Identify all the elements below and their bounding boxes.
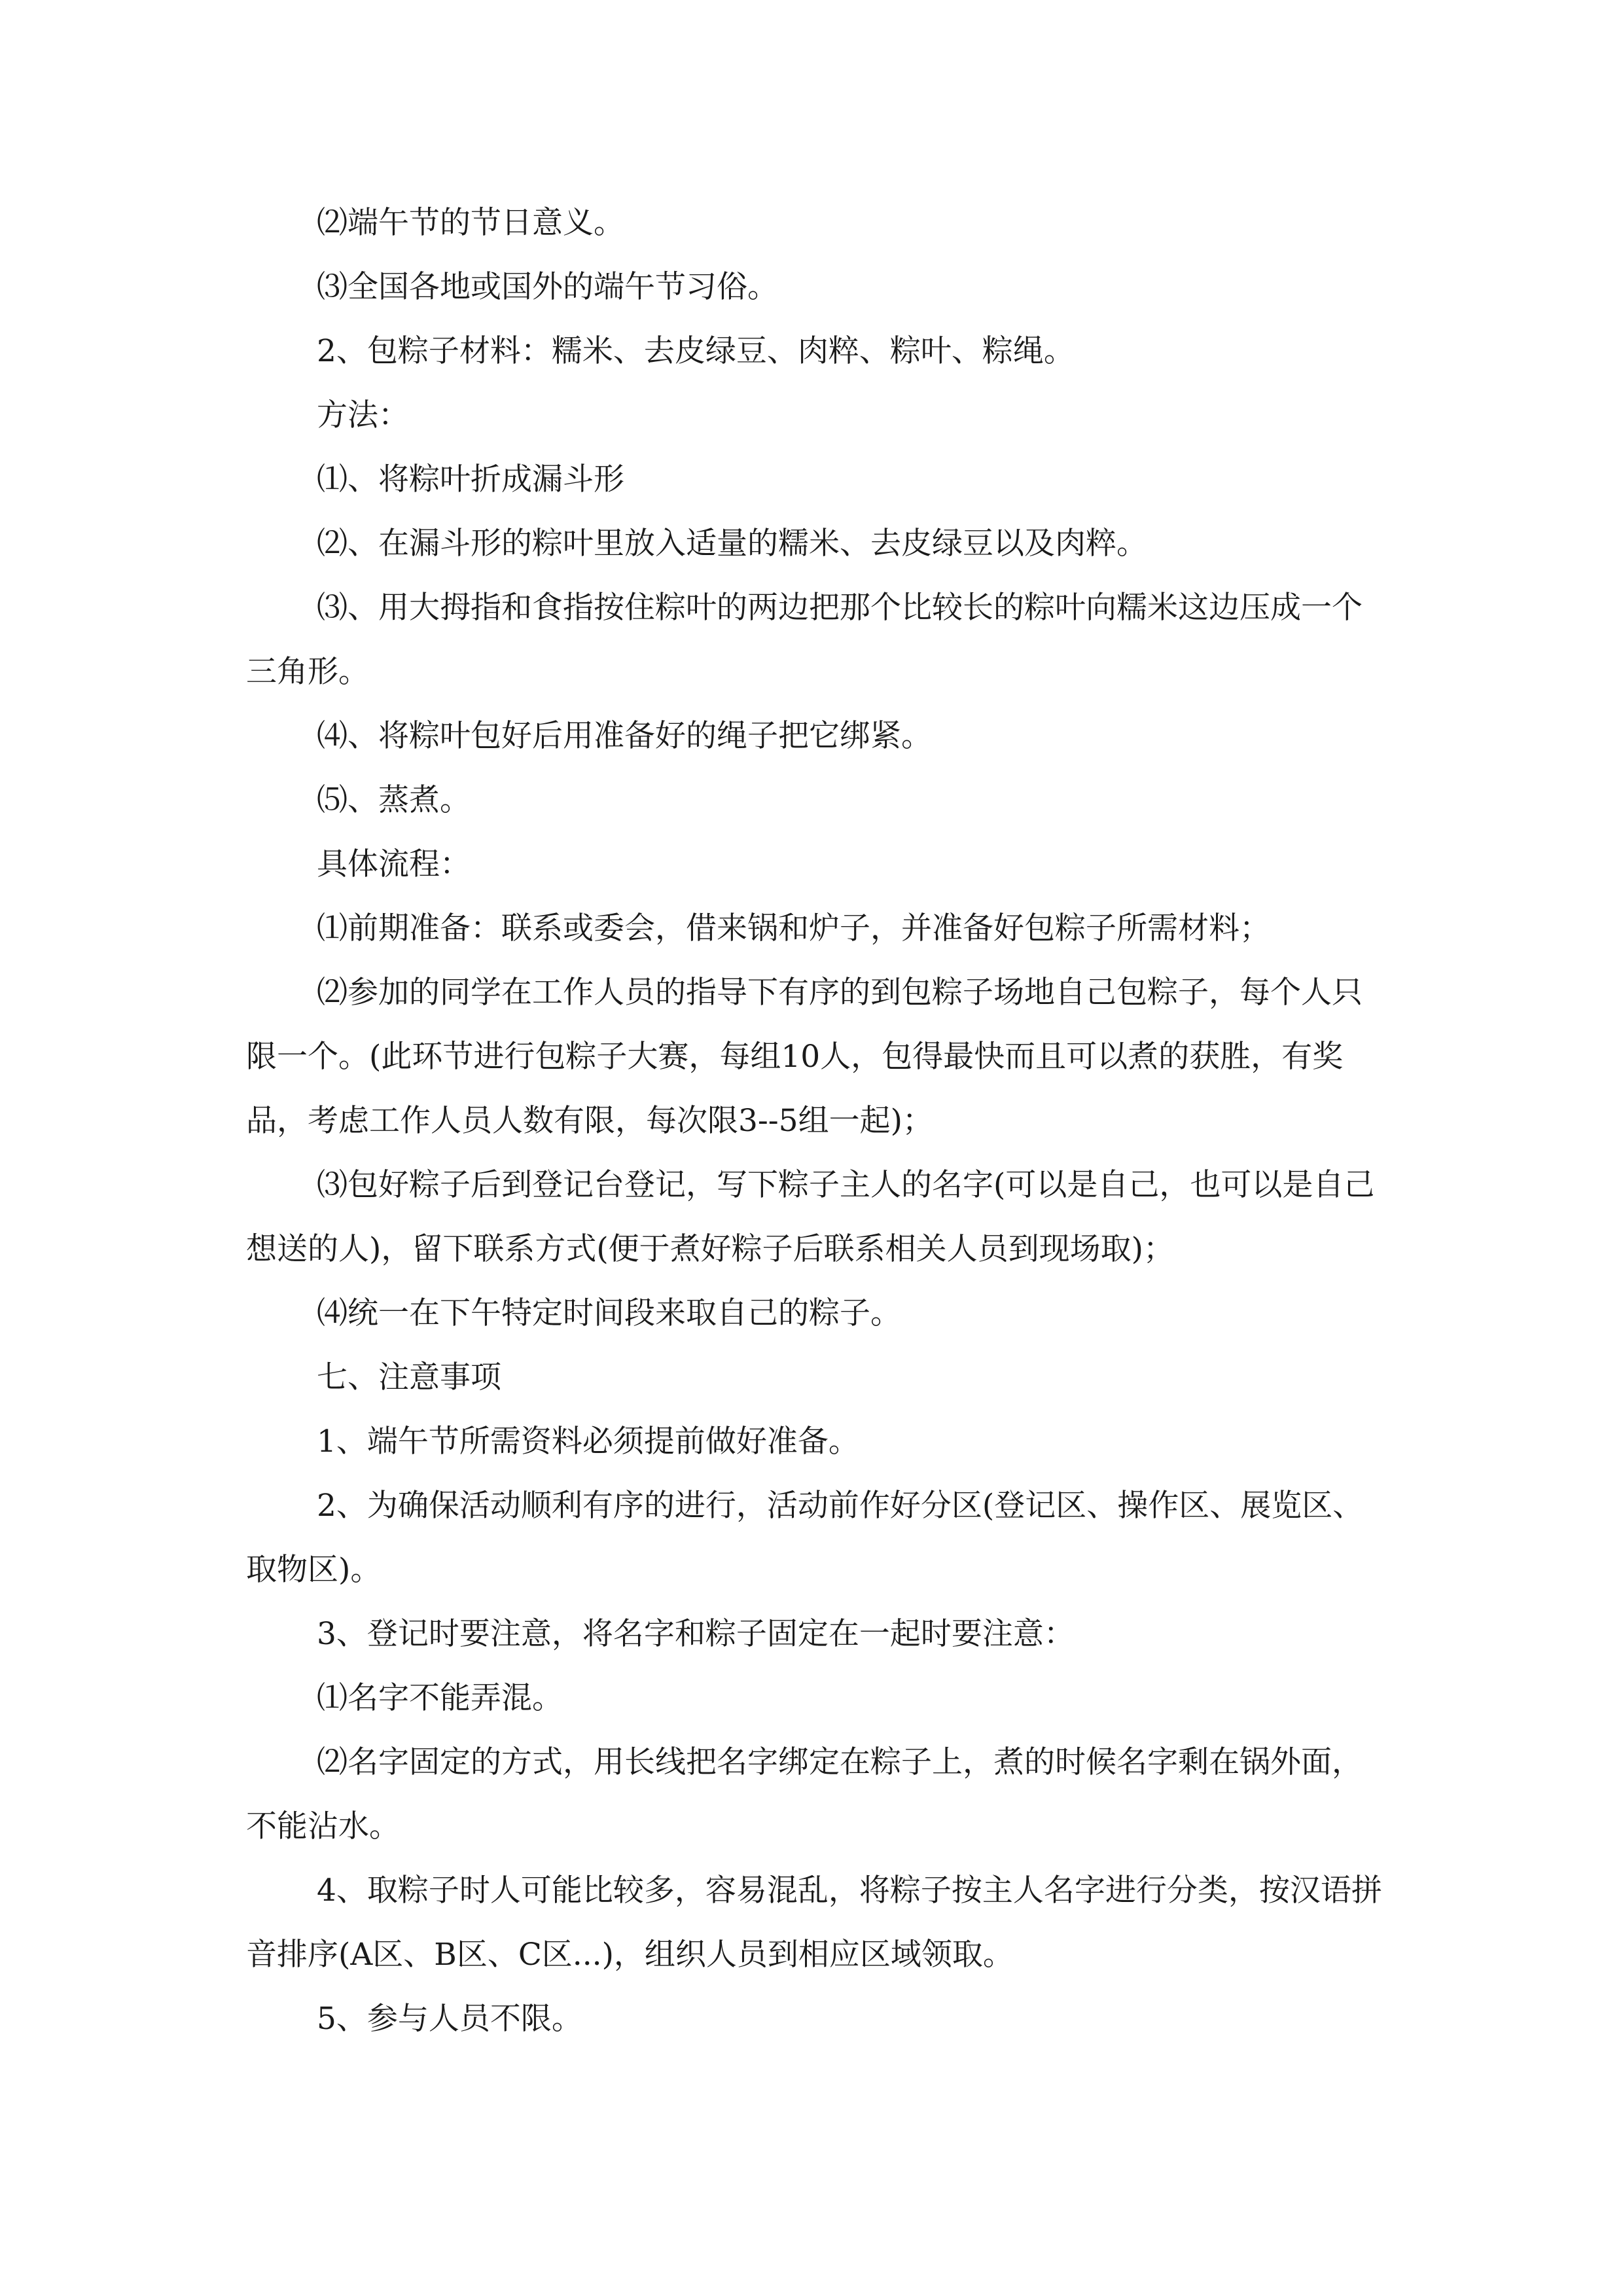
section-heading-notes: 七、注意事项 [317, 1359, 501, 1395]
paragraph-6: ⑵、在漏斗形的粽叶里放入适量的糯米、去皮绿豆以及肉粹。 [317, 526, 1147, 562]
paragraph-14: ⑷统一在下午特定时间段来取自己的粽子。 [317, 1295, 901, 1331]
paragraph-2: ⑶全国各地或国外的端午节习俗。 [317, 269, 778, 305]
paragraph-18: 3、登记时要注意，将名字和粽子固定在一起时要注意： [317, 1616, 1075, 1652]
paragraph-13: ⑶包好粽子后到登记台登记，写下粽子主人的名字(可以是自己，也可以是自己想送的人)，留下联系方式(便于煮好粽子后联系相关人员到现场取)； [246, 1167, 1375, 1267]
paragraph-9: ⑸、蒸煮。 [317, 782, 471, 818]
paragraph-10: 具体流程： [317, 846, 471, 882]
paragraph-3: 2、包粽子材料：糯米、去皮绿豆、肉粹、粽叶、粽绳。 [317, 333, 1075, 369]
paragraph-7: ⑶、用大拇指和食指按住粽叶的两边把那个比较长的粽叶向糯米这边压成一个三角形。 [246, 590, 1363, 690]
paragraph-21: 4、取粽子时人可能比较多，容易混乱，将粽子按主人名字进行分类，按汉语拼音排序(A区、B区、C区...)，组织人员到相应区域领取。 [246, 1873, 1382, 1973]
paragraph-16: 1、端午节所需资料必须提前做好准备。 [317, 1424, 859, 1460]
paragraph-5: ⑴、将粽叶折成漏斗形 [317, 461, 624, 497]
paragraph-20: ⑵名字固定的方式，用长线把名字绑定在粽子上，煮的时候名字剩在锅外面，不能沾水。 [246, 1744, 1363, 1844]
paragraph-1: ⑵端午节的节日意义。 [317, 205, 624, 241]
document-body [246, 191, 1385, 2051]
paragraph-17: 2、为确保活动顺利有序的进行，活动前作好分区(登记区、操作区、展览区、取物区)。 [246, 1488, 1364, 1588]
paragraph-22: 5、参与人员不限。 [317, 2001, 582, 2037]
paragraph-19: ⑴名字不能弄混。 [317, 1680, 563, 1716]
paragraph-8: ⑷、将粽叶包好后用准备好的绳子把它绑紧。 [317, 718, 932, 754]
paragraph-12: ⑵参加的同学在工作人员的指导下有序的到包粽子场地自己包粽子，每个人只限一个。(此环节进行包粽子大赛，每组10人，包得最快而且可以煮的获胜，有奖品，考虑工作人员人数有限，每次限3--5组一起)； [246, 975, 1363, 1139]
paragraph-11: ⑴前期准备：联系或委会，借来锅和炉子，并准备好包粽子所需材料； [317, 910, 1270, 946]
paragraph-4: 方法： [317, 397, 409, 433]
